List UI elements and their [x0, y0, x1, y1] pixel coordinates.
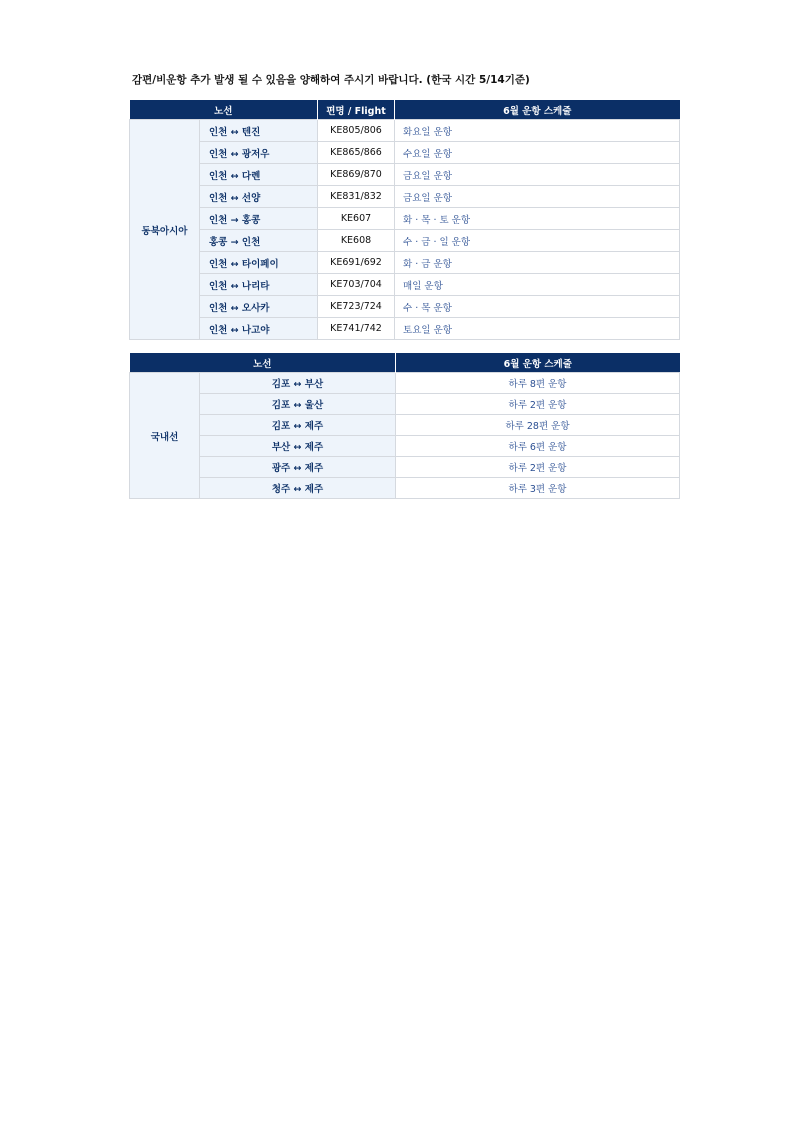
route-cell: 인천 ↔ 나리타 [200, 274, 318, 296]
table-row [130, 274, 680, 296]
table-row [130, 436, 680, 457]
route-cell: 김포 ↔ 울산 [200, 394, 396, 415]
flight-cell: KE831/832 [318, 186, 395, 208]
route-cell: 인천 → 홍콩 [200, 208, 318, 230]
header-route: 노선 [130, 353, 396, 373]
route-cell: 김포 ↔ 제주 [200, 415, 396, 436]
flight-cell: KE865/866 [318, 142, 395, 164]
table-row [130, 142, 680, 164]
route-cell: 광주 ↔ 제주 [200, 457, 396, 478]
route-cell: 인천 ↔ 다롄 [200, 164, 318, 186]
schedule-cell: 하루 3편 운항 [396, 478, 680, 499]
schedule-cell: 하루 2편 운항 [396, 394, 680, 415]
route-cell: 인천 ↔ 나고야 [200, 318, 318, 340]
table-row [130, 208, 680, 230]
schedule-cell: 수 · 금 · 일 운항 [395, 230, 680, 252]
flight-cell: KE607 [318, 208, 395, 230]
notice-text: 감편/비운항 추가 발생 될 수 있음을 양해하여 주시기 바랍니다. (한국 시간 5/14기준) [132, 74, 530, 86]
header-flight: 편명 / Flight [318, 100, 395, 120]
header-schedule: 6월 운항 스케줄 [396, 353, 680, 373]
schedule-cell: 매일 운항 [395, 274, 680, 296]
flight-cell: KE723/724 [318, 296, 395, 318]
flight-cell: KE741/742 [318, 318, 395, 340]
flight-cell: KE869/870 [318, 164, 395, 186]
international-schedule-table [129, 100, 680, 340]
flight-cell: KE703/704 [318, 274, 395, 296]
header-schedule: 6월 운항 스케줄 [395, 100, 680, 120]
schedule-cell: 금요일 운항 [395, 186, 680, 208]
route-cell: 인천 ↔ 텐진 [200, 120, 318, 142]
region-cell: 동북아시아 [130, 120, 200, 340]
schedule-cell: 하루 28편 운항 [396, 415, 680, 436]
table-row [130, 373, 680, 394]
table-row [130, 252, 680, 274]
table-row [130, 415, 680, 436]
route-cell: 김포 ↔ 부산 [200, 373, 396, 394]
table-row [130, 296, 680, 318]
schedule-cell: 수요일 운항 [395, 142, 680, 164]
table-row [130, 120, 680, 142]
table-header-row [130, 100, 680, 120]
route-cell: 홍콩 → 인천 [200, 230, 318, 252]
table-header-row [130, 353, 680, 373]
schedule-cell: 금요일 운항 [395, 164, 680, 186]
domestic-schedule-table [129, 353, 680, 499]
table-row [130, 457, 680, 478]
schedule-cell: 화요일 운항 [395, 120, 680, 142]
table-row [130, 318, 680, 340]
schedule-cell: 하루 2편 운항 [396, 457, 680, 478]
table-row [130, 164, 680, 186]
schedule-cell: 수 · 목 운항 [395, 296, 680, 318]
schedule-cell: 토요일 운항 [395, 318, 680, 340]
header-route: 노선 [130, 100, 318, 120]
route-cell: 부산 ↔ 제주 [200, 436, 396, 457]
table-row [130, 478, 680, 499]
schedule-cell: 화 · 목 · 토 운항 [395, 208, 680, 230]
flight-cell: KE608 [318, 230, 395, 252]
table-row [130, 186, 680, 208]
flight-cell: KE805/806 [318, 120, 395, 142]
route-cell: 인천 ↔ 타이페이 [200, 252, 318, 274]
schedule-cell: 화 · 금 운항 [395, 252, 680, 274]
table-row [130, 230, 680, 252]
schedule-cell: 하루 8편 운항 [396, 373, 680, 394]
schedule-cell: 하루 6편 운항 [396, 436, 680, 457]
flight-cell: KE691/692 [318, 252, 395, 274]
route-cell: 청주 ↔ 제주 [200, 478, 396, 499]
table-row [130, 394, 680, 415]
region-cell: 국내선 [130, 373, 200, 499]
route-cell: 인천 ↔ 오사카 [200, 296, 318, 318]
route-cell: 인천 ↔ 선양 [200, 186, 318, 208]
route-cell: 인천 ↔ 광저우 [200, 142, 318, 164]
